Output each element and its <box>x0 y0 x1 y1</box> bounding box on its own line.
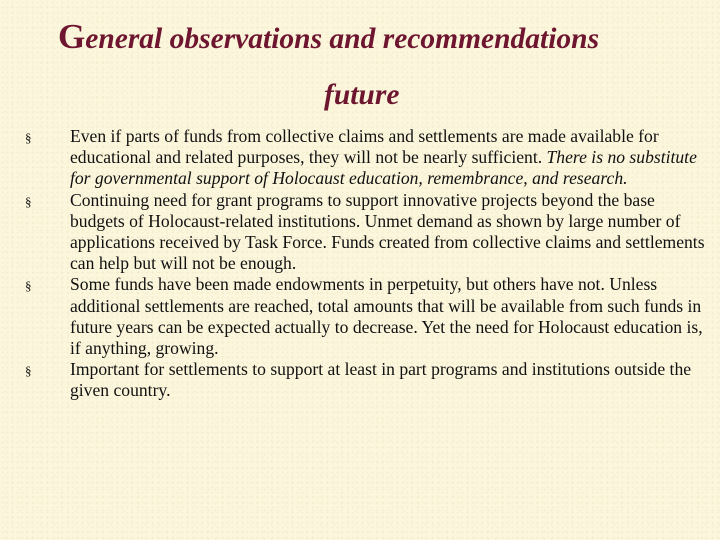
bullet-text: Important for settlements to support at least in part programs and institutions outside the given country. <box>70 359 692 401</box>
bullet-text: Some funds have been made endowments in perpetuity, but others have not. Unless additional settlements are reached, total amounts that will be available from such funds in future years can be expected actually to decrease. Yet the need for Holocaust education is, if anything, growing. <box>70 274 703 359</box>
bullet-text: Continuing need for grant programs to support innovative projects beyond the base budgets of Holocaust-related institutions. Unmet demand as shown by large number of applications received by Task Force. Funds created from collective claims and settlements can help but will not be enough. <box>70 189 705 274</box>
slide-title <box>58 20 720 56</box>
title-initial: G <box>58 20 86 56</box>
bullet-marker-icon: § <box>25 130 32 145</box>
bullet-emphasis-text: There is no substitute for governmental support of Holocaust education, remembrance, and research. <box>70 147 697 189</box>
bullet-item <box>18 274 708 359</box>
bullet-marker-icon: § <box>25 193 32 209</box>
title-text: eneral observations and recommendations <box>85 23 600 55</box>
bullet-marker-icon: § <box>25 278 32 294</box>
bullet-list <box>18 126 708 402</box>
bullet-marker-icon: § <box>25 363 32 379</box>
bullet-item <box>18 359 708 401</box>
bullet-item <box>18 190 708 275</box>
bullet-item <box>18 126 708 190</box>
slide-title-continuation: future <box>324 79 400 111</box>
bullet-text: Even if parts of funds from collective claims and settlements are made available for educational and related purposes, they will not be nearly sufficient. <box>70 126 659 168</box>
